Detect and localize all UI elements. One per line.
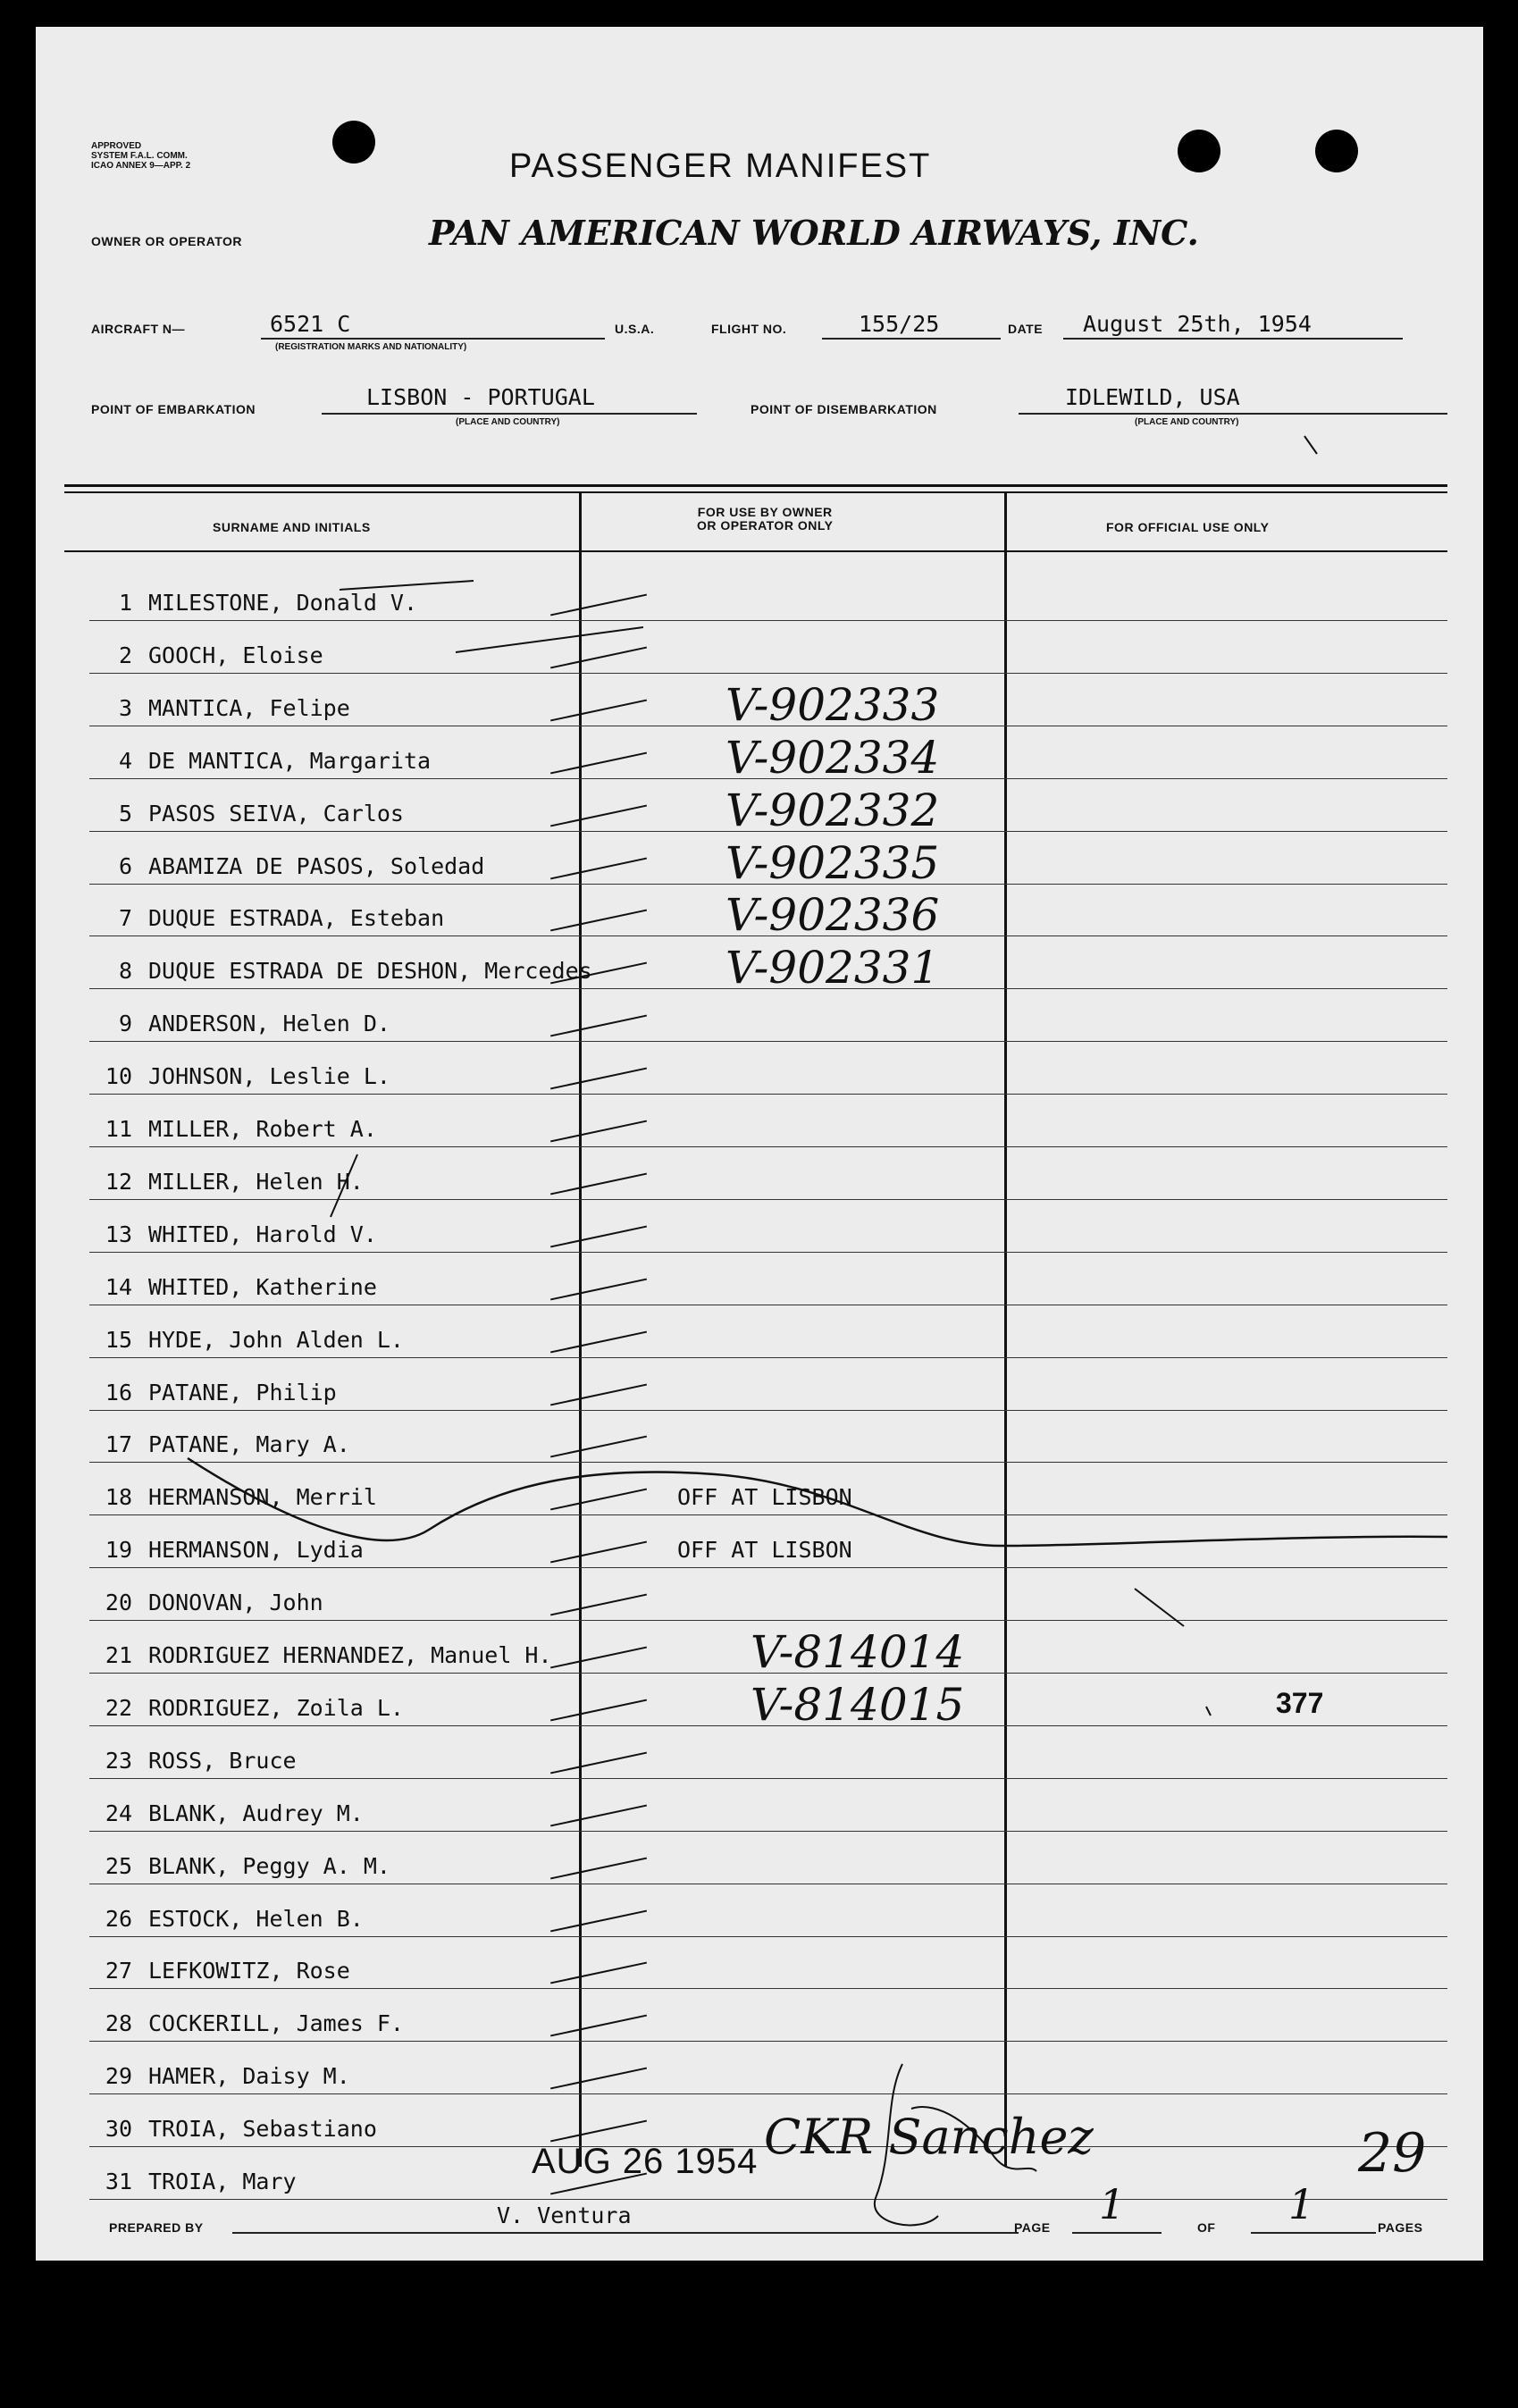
- row-number: 26: [105, 1905, 132, 1932]
- passenger-entry: [88, 1853, 390, 1879]
- flight-value: 155/25: [859, 311, 940, 337]
- passenger-name: ESTOCK, Helen B.: [148, 1905, 364, 1932]
- row-number: 13: [105, 1221, 132, 1247]
- prepared-by-value: V. Ventura: [497, 2202, 632, 2228]
- passenger-entry: [88, 1537, 364, 1563]
- embarkation-sublabel: (PLACE AND COUNTRY): [456, 417, 560, 427]
- check-stroke: [550, 2068, 647, 2090]
- passenger-entry: [88, 642, 323, 668]
- passenger-entry: [88, 748, 431, 774]
- row-number: 4: [118, 747, 132, 774]
- visa-number: V-902334: [725, 731, 940, 784]
- passenger-name: LEFKOWITZ, Rose: [148, 1958, 350, 1984]
- check-stroke: [550, 1383, 647, 1405]
- column-divider-1: [579, 491, 582, 2167]
- visa-number: V-902335: [725, 836, 940, 889]
- passenger-name: HERMANSON, Merril: [148, 1484, 377, 1511]
- passenger-entry: [88, 1748, 297, 1774]
- punch-hole-right-1: [1178, 130, 1220, 172]
- row-number: 8: [118, 958, 132, 985]
- header-bottom-rule: [64, 550, 1447, 552]
- passenger-entry: [88, 1590, 323, 1615]
- embarkation-label: POINT OF EMBARKATION: [91, 402, 256, 416]
- passenger-entry: [88, 1906, 364, 1932]
- side-number: 377: [1276, 1687, 1324, 1719]
- check-stroke: [550, 1489, 647, 1511]
- prepared-underline: [232, 2232, 1019, 2234]
- row-rule: [89, 1094, 1447, 1095]
- check-stroke: [550, 646, 647, 668]
- row-number: 6: [118, 852, 132, 879]
- visa-number: V-814015: [751, 1678, 965, 1731]
- row-number: 29: [105, 2063, 132, 2090]
- owner-label: OWNER OR OPERATOR: [91, 234, 242, 248]
- passenger-entry: [88, 1116, 377, 1142]
- passenger-entry: [88, 1642, 552, 1668]
- flight-underline: [822, 338, 1001, 340]
- passenger-name: JOHNSON, Leslie L.: [148, 1063, 390, 1090]
- row-number: 15: [105, 1326, 132, 1353]
- row-rule: [89, 1199, 1447, 1200]
- passenger-entry: [88, 590, 417, 616]
- row-rule: [89, 1146, 1447, 1147]
- table-top-rule-2: [64, 491, 1447, 493]
- off-at-lisbon-note: OFF AT LISBON: [677, 1537, 852, 1564]
- passenger-entry: [88, 2010, 404, 2036]
- passenger-name: HERMANSON, Lydia: [148, 1537, 364, 1564]
- check-stroke: [550, 2015, 647, 2037]
- row-number: 12: [105, 1168, 132, 1195]
- passenger-entry: [88, 2063, 350, 2089]
- column-header-official: FOR OFFICIAL USE ONLY: [1106, 520, 1270, 534]
- visa-number: V-902331: [725, 942, 940, 994]
- page-underline: [1072, 2232, 1162, 2234]
- punch-hole-left: [332, 121, 375, 164]
- row-number: 17: [105, 1431, 132, 1458]
- passenger-entry: [88, 1169, 364, 1195]
- passenger-name: ROSS, Bruce: [148, 1747, 297, 1774]
- check-stroke: [550, 1225, 647, 1247]
- row-number: 19: [105, 1537, 132, 1564]
- row-number: 24: [105, 1800, 132, 1826]
- off-at-lisbon-note: OFF AT LISBON: [677, 1484, 852, 1511]
- check-stroke: [550, 804, 647, 826]
- approval-note: APPROVED SYSTEM F.A.L. COMM. ICAO ANNEX 9—APP. 2: [91, 141, 191, 171]
- passenger-entry: [88, 1327, 404, 1353]
- check-stroke: [550, 1015, 647, 1037]
- passenger-name: TROIA, Sebastiano: [148, 2116, 377, 2143]
- row-number: 10: [105, 1063, 132, 1090]
- check-stroke: [550, 1699, 647, 1721]
- passenger-name: DONOVAN, John: [148, 1590, 323, 1616]
- check-stroke: [550, 1120, 647, 1143]
- passenger-entry: [88, 695, 350, 721]
- row-rule: [89, 1462, 1447, 1463]
- row-number: 27: [105, 1958, 132, 1984]
- row-rule: [89, 1357, 1447, 1358]
- table-top-rule-1: [64, 484, 1447, 487]
- row-rule: [89, 2199, 1447, 2200]
- passenger-name: TROIA, Mary: [148, 2169, 297, 2194]
- page-number: 1: [1099, 2180, 1126, 2228]
- passenger-entry: [88, 801, 404, 826]
- row-number: 23: [105, 1747, 132, 1774]
- passenger-name: RODRIGUEZ, Zoila L.: [148, 1694, 404, 1721]
- check-stroke: [550, 857, 647, 879]
- row-number: 2: [118, 642, 132, 668]
- passenger-entry: [88, 1695, 404, 1721]
- passenger-entry: [88, 1380, 337, 1405]
- row-number: 22: [105, 1694, 132, 1721]
- punch-hole-right-2: [1315, 130, 1358, 172]
- row-rule: [89, 1567, 1447, 1568]
- embarkation-underline: [322, 413, 697, 415]
- passenger-name: GOOCH, Eloise: [148, 642, 323, 668]
- disembarkation-underline: [1019, 413, 1447, 415]
- row-number: 7: [118, 905, 132, 932]
- row-number: 31: [105, 2169, 132, 2194]
- passenger-entry: [88, 1221, 377, 1247]
- passenger-name: MANTICA, Felipe: [148, 694, 350, 721]
- column-header-owner: FOR USE BY OWNER OR OPERATOR ONLY: [697, 505, 834, 533]
- row-rule: [89, 620, 1447, 621]
- row-rule: [89, 1041, 1447, 1042]
- row-number: 3: [118, 694, 132, 721]
- passenger-name: WHITED, Katherine: [148, 1273, 377, 1300]
- check-stroke: [550, 1330, 647, 1353]
- passenger-name: ANDERSON, Helen D.: [148, 1011, 390, 1037]
- operator-name: PAN AMERICAN WORLD AIRWAYS, INC.: [429, 213, 1199, 253]
- check-stroke: [550, 910, 647, 932]
- row-number: 11: [105, 1116, 132, 1142]
- date-label: DATE: [1008, 322, 1044, 336]
- passenger-entry: [88, 958, 592, 984]
- passenger-name: WHITED, Harold V.: [148, 1221, 377, 1247]
- check-stroke: [550, 1857, 647, 1879]
- visa-number: V-902336: [725, 889, 940, 942]
- check-stroke: [550, 594, 647, 617]
- passenger-name: BLANK, Peggy A. M.: [148, 1852, 390, 1879]
- total-pages: 1: [1288, 2180, 1315, 2228]
- signature-flourish: [813, 2046, 1045, 2243]
- row-rule: [89, 673, 1447, 674]
- disembarkation-label: POINT OF DISEMBARKATION: [751, 402, 937, 416]
- flight-label: FLIGHT NO.: [711, 322, 787, 336]
- pages-label: PAGES: [1378, 2220, 1423, 2235]
- passenger-name: RODRIGUEZ HERNANDEZ, Manuel H.: [148, 1642, 552, 1668]
- row-number: 14: [105, 1273, 132, 1300]
- passenger-entry: [88, 1011, 390, 1036]
- row-number: 1: [118, 590, 132, 616]
- passenger-entry: [88, 1484, 377, 1510]
- row-number: 28: [105, 2010, 132, 2037]
- check-stroke: [550, 2120, 647, 2143]
- date-value: August 25th, 1954: [1083, 311, 1312, 337]
- row-number: 5: [118, 800, 132, 826]
- check-stroke: [550, 699, 647, 721]
- row-rule: [89, 2093, 1447, 2094]
- check-stroke: [550, 1962, 647, 1984]
- handwritten-count: 29: [1358, 2122, 1427, 2185]
- passenger-name: ABAMIZA DE PASOS, Soledad: [148, 852, 485, 879]
- aircraft-label: AIRCRAFT N—: [91, 322, 186, 336]
- row-rule: [89, 1831, 1447, 1832]
- aircraft-value: 6521 C: [270, 311, 351, 337]
- row-rule: [89, 1778, 1447, 1779]
- visa-number: V-902332: [725, 784, 940, 836]
- passenger-name: PASOS SEIVA, Carlos: [148, 800, 404, 826]
- check-stroke: [550, 751, 647, 774]
- check-stroke: [550, 1647, 647, 1669]
- passenger-name: MILESTONE, Donald V.: [148, 590, 418, 616]
- passenger-name: DUQUE ESTRADA DE DESHON, Mercedes: [148, 958, 592, 985]
- row-number: 16: [105, 1379, 132, 1405]
- disembarkation-value: IDLEWILD, USA: [1065, 384, 1240, 410]
- row-rule: [89, 1988, 1447, 1989]
- passenger-name: MILLER, Robert A.: [148, 1116, 377, 1142]
- page-label: PAGE: [1014, 2220, 1051, 2235]
- country-label: U.S.A.: [615, 322, 655, 336]
- passenger-name: HAMER, Daisy M.: [148, 2063, 350, 2090]
- date-underline: [1063, 338, 1403, 340]
- row-number: 9: [118, 1011, 132, 1037]
- row-number: 20: [105, 1590, 132, 1616]
- row-number: 25: [105, 1852, 132, 1879]
- check-stroke: [550, 1436, 647, 1458]
- check-stroke: [550, 1751, 647, 1774]
- passenger-name: BLANK, Audrey M.: [148, 1800, 364, 1826]
- manifest-sheet: [36, 27, 1483, 2261]
- passenger-entry: [88, 1958, 350, 1984]
- row-number: 30: [105, 2116, 132, 2143]
- passenger-entry: [88, 1431, 350, 1457]
- of-label: OF: [1197, 2220, 1216, 2235]
- row-number: 18: [105, 1484, 132, 1511]
- row-rule: [89, 1514, 1447, 1515]
- row-rule: [89, 1936, 1447, 1937]
- check-stroke: [550, 1172, 647, 1195]
- received-stamp: AUG 26 1954: [532, 2142, 759, 2181]
- signature: CKR Sanchez: [764, 2109, 1094, 2165]
- passenger-name: DE MANTICA, Margarita: [148, 747, 432, 774]
- visa-number: V-814014: [751, 1626, 965, 1678]
- check-stroke: [550, 1909, 647, 1932]
- check-stroke: [550, 1068, 647, 1090]
- visa-number: V-902333: [725, 678, 940, 731]
- aircraft-sublabel: (REGISTRATION MARKS AND NATIONALITY): [275, 342, 467, 352]
- passenger-name: HYDE, John Alden L.: [148, 1326, 404, 1353]
- aircraft-underline: [261, 338, 605, 340]
- disembarkation-sublabel: (PLACE AND COUNTRY): [1135, 417, 1239, 427]
- passenger-name: DUQUE ESTRADA, Esteban: [148, 905, 445, 932]
- check-stroke: [550, 1804, 647, 1826]
- passenger-name: PATANE, Mary A.: [148, 1431, 350, 1458]
- total-underline: [1251, 2232, 1376, 2234]
- check-stroke: [550, 1541, 647, 1564]
- passenger-entry: [88, 1274, 377, 1300]
- row-number: 21: [105, 1642, 132, 1668]
- row-rule: [89, 1620, 1447, 1621]
- document-title: PASSENGER MANIFEST: [509, 147, 932, 185]
- passenger-entry: [88, 2169, 297, 2194]
- passenger-name: MILLER, Helen H.: [148, 1168, 364, 1195]
- passenger-entry: [88, 1063, 390, 1089]
- passenger-entry: [88, 1800, 364, 1826]
- check-stroke: [550, 1278, 647, 1300]
- prepared-by-label: PREPARED BY: [109, 2220, 204, 2235]
- check-stroke: [550, 1594, 647, 1616]
- passenger-entry: [88, 853, 484, 879]
- embarkation-value: LISBON - PORTUGAL: [366, 384, 595, 410]
- passenger-name: COCKERILL, James F.: [148, 2010, 404, 2037]
- passenger-entry: [88, 2116, 377, 2142]
- passenger-entry: [88, 905, 444, 931]
- row-rule: [89, 1410, 1447, 1411]
- column-divider-2: [1004, 491, 1007, 2167]
- column-header-surname: SURNAME AND INITIALS: [213, 520, 371, 534]
- row-rule: [89, 2041, 1447, 2042]
- row-rule: [89, 1252, 1447, 1253]
- passenger-name: PATANE, Philip: [148, 1379, 337, 1405]
